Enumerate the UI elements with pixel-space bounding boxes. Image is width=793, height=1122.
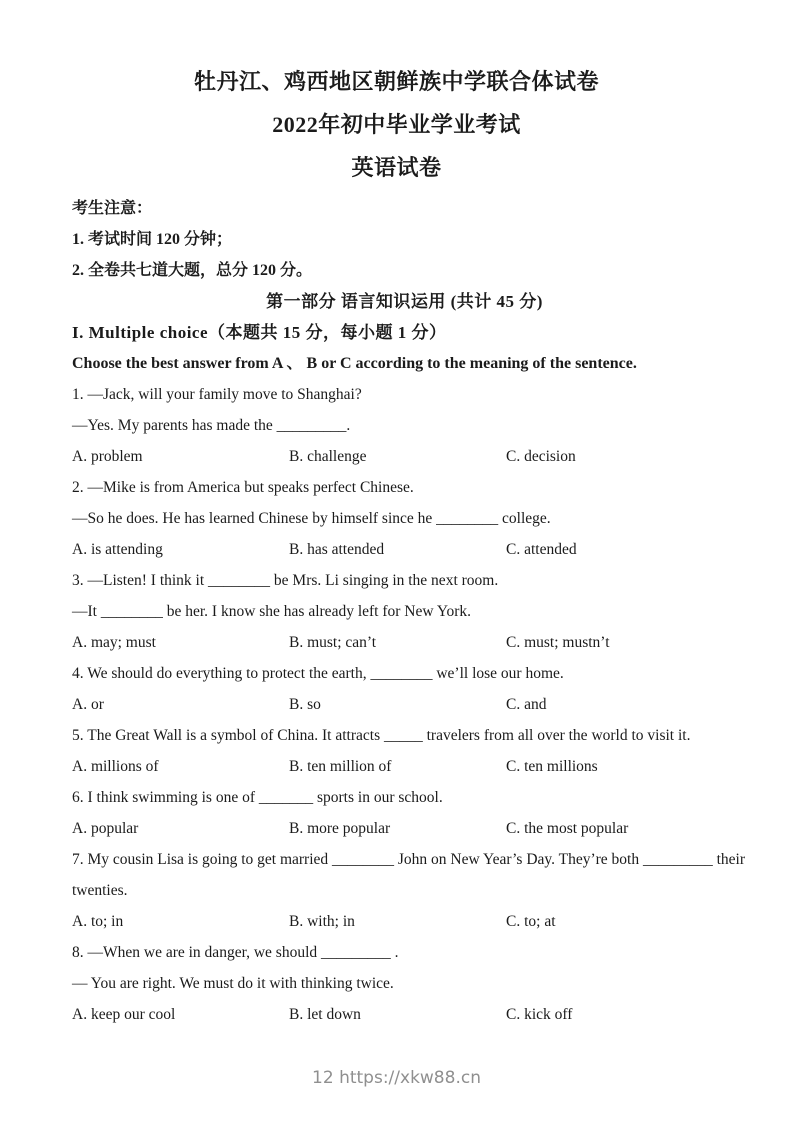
option-b: B. so xyxy=(289,696,321,713)
option-a: A. or xyxy=(72,696,104,713)
question-line: —So he does. He has learned Chinese by himself since he ________ college. xyxy=(72,510,551,527)
options-row xyxy=(72,441,737,472)
option-b: B. with; in xyxy=(289,913,355,930)
question-line: 6. I think swimming is one of _______ sports in our school. xyxy=(72,789,443,806)
question-3 xyxy=(72,565,737,658)
option-c: C. and xyxy=(506,696,547,713)
page-footer-watermark: 12 https://xkw88.cn xyxy=(312,1068,481,1088)
question-4 xyxy=(72,658,737,720)
option-c: C. attended xyxy=(506,541,577,558)
option-b: B. must; can’t xyxy=(289,634,377,651)
question-line: 5. The Great Wall is a symbol of China. It attracts _____ travelers from all over the world to visit it. xyxy=(72,727,691,744)
option-b: B. ten million of xyxy=(289,758,392,775)
subject-title: 英语试卷 xyxy=(351,155,442,180)
question-line: twenties. xyxy=(72,882,128,899)
option-c: C. the most popular xyxy=(506,820,629,837)
question-line: 3. —Listen! I think it ________ be Mrs. Li singing in the next room. xyxy=(72,572,499,589)
paper-body xyxy=(0,189,793,1030)
option-c: C. ten millions xyxy=(506,758,598,775)
options-row xyxy=(72,906,737,937)
exam-title: 2022年初中毕业学业考试 xyxy=(272,112,521,137)
option-a: A. millions of xyxy=(72,758,159,775)
paper-header xyxy=(0,0,793,189)
options-row xyxy=(72,627,737,658)
options-row xyxy=(72,689,737,720)
option-b: B. has attended xyxy=(289,541,385,558)
question-7 xyxy=(72,844,746,937)
question-line: 8. —When we are in danger, we should _________ . xyxy=(72,944,399,961)
option-c: C. decision xyxy=(506,448,576,465)
question-line: —It ________ be her. I know she has already left for New York. xyxy=(72,603,472,620)
question-line: 4. We should do everything to protect the earth, ________ we’ll lose our home. xyxy=(72,665,564,682)
option-b: B. challenge xyxy=(289,448,367,465)
option-a: A. problem xyxy=(72,448,143,465)
options-row xyxy=(72,751,737,782)
question-8 xyxy=(72,937,737,1030)
question-line: 7. My cousin Lisa is going to get married ________ John on New Year’s Day. They’re both _________ their xyxy=(72,851,746,868)
question-2 xyxy=(72,472,737,565)
question-line: 2. —Mike is from America but speaks perfect Chinese. xyxy=(72,479,414,496)
notice-item-2: 2. 全卷共七道大题，总分 120 分。 xyxy=(72,262,313,279)
question-line: —Yes. My parents has made the _________. xyxy=(72,417,351,434)
options-row xyxy=(72,813,737,844)
section-heading: I. Multiple choice（本题共 15 分，每小题 1 分） xyxy=(72,323,447,342)
section-instruction: Choose the best answer from A 、 B or C according to the meaning of the sentence. xyxy=(72,355,637,372)
option-a: A. is attending xyxy=(72,541,163,558)
option-a: A. keep our cool xyxy=(72,1006,176,1023)
option-b: B. more popular xyxy=(289,820,391,837)
option-a: A. to; in xyxy=(72,913,124,930)
paper-title: 牡丹江、鸡西地区朝鲜族中学联合体试卷 xyxy=(193,69,599,94)
notice-heading: 考生注意： xyxy=(72,200,153,217)
option-a: A. may; must xyxy=(72,634,156,651)
part-heading: 第一部分 语言知识运用 (共计 45 分) xyxy=(266,292,543,311)
question-6 xyxy=(72,782,737,844)
options-row xyxy=(72,534,737,565)
question-5 xyxy=(72,720,737,782)
option-c: C. to; at xyxy=(506,913,556,930)
option-b: B. let down xyxy=(289,1006,361,1023)
options-row xyxy=(72,999,737,1030)
option-c: C. kick off xyxy=(506,1006,573,1023)
question-line: 1. —Jack, will your family move to Shanghai? xyxy=(72,386,362,403)
option-a: A. popular xyxy=(72,820,139,837)
question-1 xyxy=(72,379,737,472)
notice-item-1: 1. 考试时间 120 分钟； xyxy=(72,231,233,248)
question-line: — You are right. We must do it with thinking twice. xyxy=(72,975,394,992)
option-c: C. must; mustn’t xyxy=(506,634,610,651)
